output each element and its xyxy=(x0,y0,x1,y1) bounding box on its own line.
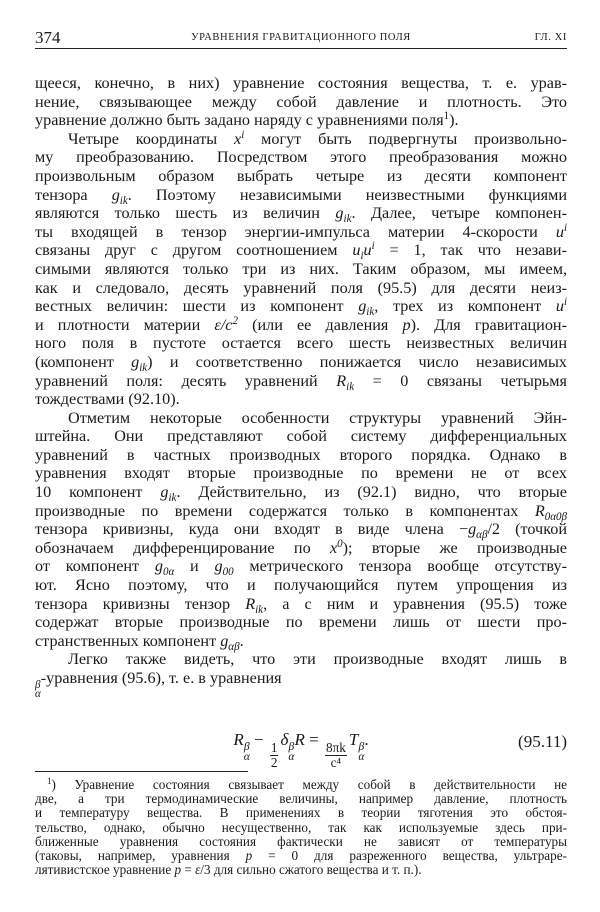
text-run: . xyxy=(364,730,369,749)
text-run: щееся, конечно, в них) уравнение состояния вещества, т. е. урав- xyxy=(35,74,567,92)
math-superscript: i xyxy=(241,128,245,141)
math-symbol xyxy=(348,730,365,764)
math-base: g xyxy=(131,352,140,371)
text-run: . Поэтому независимыми неизвестными функциями xyxy=(127,185,567,204)
equation-expression xyxy=(35,730,567,770)
text-line xyxy=(35,74,567,93)
text-run: Отметим некоторые особенности структуры уравнений Эйн- xyxy=(68,408,567,427)
text-run: и xyxy=(174,557,215,576)
math-symbol xyxy=(220,631,240,653)
text-run: вестных величин: шести из компонент xyxy=(35,297,359,316)
math-subscript: ik xyxy=(346,380,355,393)
math-symbol xyxy=(160,483,177,504)
math-base: g xyxy=(111,185,120,204)
fraction-numerator: 1 xyxy=(270,740,278,756)
text-run: му преобразованию. Посредством этого преобразования можно xyxy=(35,148,567,167)
math-base: x xyxy=(329,538,338,557)
math-symbol xyxy=(214,316,238,334)
footnote-line xyxy=(35,792,567,806)
header-rule xyxy=(35,48,567,49)
text-run: содержат вторые производные по времени лишь от шести про- xyxy=(35,613,567,632)
text-line xyxy=(35,297,567,316)
text-line xyxy=(35,334,567,353)
math-base: p xyxy=(402,315,411,334)
footnote-marker[interactable]: 1 xyxy=(47,776,52,787)
page-number: 374 xyxy=(35,28,61,47)
math-subscript: 0α xyxy=(163,566,175,579)
math-symbol xyxy=(402,316,410,334)
math-subscript: αβ xyxy=(228,640,240,653)
text-run: , а с ним и уравнения (95.5) тоже xyxy=(263,594,567,613)
math-symbol xyxy=(534,501,567,523)
math-superscript: β xyxy=(358,740,365,754)
text-run: = xyxy=(181,862,196,878)
math-base: u xyxy=(555,222,564,241)
math-base: g xyxy=(220,631,229,650)
text-run: метрического тензора вообще отсутству- xyxy=(233,557,567,576)
text-line xyxy=(35,446,567,465)
text-run: ). Для гравитацион- xyxy=(410,315,567,334)
text-run: = 1, так что незави- xyxy=(374,241,567,260)
text-run: тельство, однако, обычно несущественно, так как используемые здесь при- xyxy=(35,819,567,835)
math-symbol xyxy=(245,594,264,616)
text-run: уравнений в частных производных второго порядка. Однако в xyxy=(35,445,567,464)
math-superscript: i xyxy=(563,221,567,234)
math-subscript: i xyxy=(360,250,364,263)
math-symbol xyxy=(154,557,175,579)
footnote-line xyxy=(35,821,567,835)
math-superscript: i xyxy=(563,296,567,309)
math-subscript: ik xyxy=(255,603,264,616)
text-run: − xyxy=(249,730,268,749)
math-base: ε xyxy=(195,862,201,878)
math-symbol xyxy=(294,730,304,749)
footnote-line xyxy=(35,835,567,849)
body-text xyxy=(35,74,567,701)
text-run: производные по времени содержатся только в компонентах xyxy=(35,501,535,520)
text-run: тензора xyxy=(35,185,112,204)
math-symbol xyxy=(233,730,250,764)
paragraph xyxy=(35,650,567,701)
math-fraction xyxy=(325,741,347,770)
math-base: ε/c xyxy=(214,315,233,334)
text-line xyxy=(35,353,567,372)
footnote-marker[interactable]: 1 xyxy=(443,110,450,123)
math-base: u xyxy=(352,241,361,260)
math-base: g xyxy=(358,297,367,316)
text-run: лятивистское уравнение xyxy=(35,862,175,878)
math-superscript: β xyxy=(288,740,295,754)
footnote-line xyxy=(35,806,567,820)
math-base: p xyxy=(245,847,253,863)
text-run: /2 (точкой xyxy=(487,520,567,539)
text-line xyxy=(35,93,567,112)
math-symbol xyxy=(280,730,295,764)
math-symbol xyxy=(111,185,128,207)
text-run: уравнений поля: десять уравнений xyxy=(35,371,337,390)
text-run: уравнение должно быть задано наряду с уравнениями поля xyxy=(35,111,444,130)
display-equation xyxy=(35,726,567,771)
text-run: как и следовало, десять уравнений поля (95.5) для десяти неиз- xyxy=(35,278,567,297)
text-run: от компонент xyxy=(35,557,155,576)
math-subscript: ik xyxy=(343,213,352,225)
text-run: являются только шесть из величин xyxy=(35,204,336,223)
text-run: ты входящей в тензор энергии-импульса материи 4-скорости xyxy=(35,222,556,241)
math-symbol xyxy=(234,130,244,148)
math-superscript: β xyxy=(243,740,250,754)
math-index: α xyxy=(35,688,41,701)
math-symbol xyxy=(468,520,488,542)
text-run: Легко также видеть, что эти производные входят лишь в xyxy=(68,650,567,669)
math-base: g xyxy=(214,557,223,576)
fraction-denominator: c⁴ xyxy=(330,755,342,771)
math-symbol xyxy=(330,539,343,557)
math-symbol xyxy=(358,297,375,318)
text-run: тензора кривизны, куда они входят в виде члена − xyxy=(35,520,469,539)
paragraph xyxy=(35,74,567,130)
math-symbol xyxy=(335,204,352,225)
math-subscript: ik xyxy=(119,194,128,207)
text-run: связаны друг с другом соотношением xyxy=(35,241,353,260)
paragraph xyxy=(35,130,567,409)
math-base: R xyxy=(233,730,244,749)
text-line xyxy=(35,427,567,446)
paragraph xyxy=(35,409,567,651)
footnote-rule xyxy=(35,771,248,772)
text-run: = 0 связаны четырьмя xyxy=(354,371,567,390)
text-line xyxy=(35,148,567,167)
text-line xyxy=(35,557,567,579)
text-line xyxy=(35,539,567,558)
text-line xyxy=(35,390,567,409)
math-symbol xyxy=(556,223,567,241)
text-line xyxy=(35,223,567,242)
math-subscript: ik xyxy=(366,305,375,318)
text-line xyxy=(35,464,567,483)
math-base: δ xyxy=(280,730,289,749)
footnote xyxy=(35,778,567,877)
text-run: нение, связывающее между собой давление и плотность. Это xyxy=(35,92,567,111)
math-subscript: αβ xyxy=(476,529,488,542)
text-line xyxy=(35,632,567,651)
running-header xyxy=(35,28,567,48)
text-run: и температуру вещества. В применениях в теории тяготения это обстоя- xyxy=(35,805,567,821)
text-run: /3 для сильно сжатого вещества и т. п.). xyxy=(200,862,422,878)
text-run: -уравнения (95.6), т. е. в уравнения xyxy=(40,669,282,687)
text-line xyxy=(35,409,567,428)
math-symbol xyxy=(556,297,567,315)
math-base: u xyxy=(363,241,372,260)
math-index: β xyxy=(35,678,41,691)
math-base: g xyxy=(335,204,344,223)
text-run: . Действительно, из (92.1) видно, что вторые xyxy=(176,483,567,502)
text-run: ) Уравнение состояния связывает между собой в действительности не xyxy=(51,777,567,792)
math-subscript: 0α0β xyxy=(544,510,567,523)
text-line xyxy=(35,669,567,701)
math-base: R xyxy=(534,501,545,520)
text-line xyxy=(35,520,567,542)
text-line xyxy=(35,167,567,186)
text-line xyxy=(35,502,567,521)
text-run: (таковы, например, уравнения xyxy=(35,847,246,863)
text-run: две, а три термодинамические величины, например давление, плотность xyxy=(35,791,567,807)
text-line xyxy=(35,650,567,669)
text-run: = xyxy=(304,730,323,749)
math-symbol xyxy=(364,241,375,259)
text-run: странственных компонент xyxy=(35,631,221,650)
text-run: и плотности материи xyxy=(35,315,215,334)
text-run: обозначаем дифференцирование по xyxy=(35,538,330,557)
text-run: симыми являются только три из них. Таким образом, мы имеем, xyxy=(35,259,567,278)
math-base: R xyxy=(294,730,305,749)
math-base: R xyxy=(336,371,347,390)
text-line xyxy=(35,204,567,223)
math-base: u xyxy=(555,297,564,316)
math-symbol xyxy=(131,352,148,374)
text-run: могут быть подвергнуты произвольно- xyxy=(244,129,567,148)
text-run: тождествами (92.10). xyxy=(35,390,180,409)
text-line xyxy=(35,240,567,263)
text-run: = 0 для разреженного вещества, ультраре- xyxy=(252,847,567,863)
text-run: ближенные уравнения состояния фактически не зависят от температуры xyxy=(35,833,567,849)
math-base: ¨ g xyxy=(468,520,476,538)
math-base: g xyxy=(160,483,169,502)
text-run: тензора кривизны тензор xyxy=(35,594,246,613)
text-run: штейна. Они представляют собой систему дифференциальных xyxy=(35,427,567,446)
text-run: ). xyxy=(449,111,459,130)
text-run: произвольным образом выбрать четыре из десяти компонент xyxy=(35,166,567,185)
text-line xyxy=(35,111,567,130)
text-run: ют. Ясно поэтому, что и получающийся путем упрощения из xyxy=(35,576,567,595)
text-run: . Далее, четыре компонен- xyxy=(351,204,567,223)
text-run: 10 компонент xyxy=(35,483,161,502)
text-run: (или ее давления xyxy=(237,315,403,334)
math-superscript: 0 xyxy=(337,537,343,550)
math-base: R xyxy=(245,594,256,613)
chapter-label: ГЛ. XI xyxy=(534,32,567,43)
math-subscript: ik xyxy=(139,361,148,374)
math-subscript: α xyxy=(288,750,295,764)
math-symbol xyxy=(336,371,355,393)
text-line xyxy=(35,595,567,614)
text-line xyxy=(35,316,567,335)
math-fraction xyxy=(270,741,279,770)
math-subscript: α xyxy=(243,750,250,764)
math-superscript: i xyxy=(371,240,375,253)
text-line xyxy=(35,260,567,279)
text-run: (компонент xyxy=(35,352,132,371)
math-base: g xyxy=(154,557,163,576)
math-base: x xyxy=(234,129,242,148)
text-line xyxy=(35,483,567,502)
text-run: . xyxy=(239,631,244,650)
footnote-line xyxy=(35,863,567,877)
math-subscript: 00 xyxy=(222,566,234,579)
fraction-numerator: 8πk xyxy=(325,740,346,756)
footnote-line xyxy=(35,778,567,792)
text-run: ного поля в пустоте остается всего шесть неизвестных величин xyxy=(35,334,567,353)
running-title: УРАВНЕНИЯ ГРАВИТАЦИОННОГО ПОЛЯ xyxy=(191,32,411,43)
text-run: ); вторые же производные xyxy=(342,538,567,557)
text-line xyxy=(35,576,567,595)
math-subscript: ik xyxy=(168,491,177,504)
math-symbol xyxy=(214,557,234,579)
math-superscript: 2 xyxy=(232,314,238,327)
text-run: , трех из компонент xyxy=(374,297,556,316)
text-run: Четыре координаты xyxy=(68,129,235,148)
equation-number: (95.11) xyxy=(518,732,567,751)
math-symbol xyxy=(352,241,364,263)
text-line xyxy=(35,613,567,632)
math-base: T xyxy=(348,730,359,749)
text-line xyxy=(35,186,567,205)
text-run: уравнения входят вторые производные по времени не от всех xyxy=(35,464,567,483)
text-line xyxy=(35,279,567,298)
text-line xyxy=(35,130,567,149)
fraction-denominator: 2 xyxy=(270,755,278,771)
math-subscript: α xyxy=(358,750,365,764)
math-base: p xyxy=(174,862,182,878)
text-run: ) и соответственно понижается число независимых xyxy=(147,352,567,371)
footnote-line xyxy=(35,849,567,863)
text-line xyxy=(35,372,567,391)
